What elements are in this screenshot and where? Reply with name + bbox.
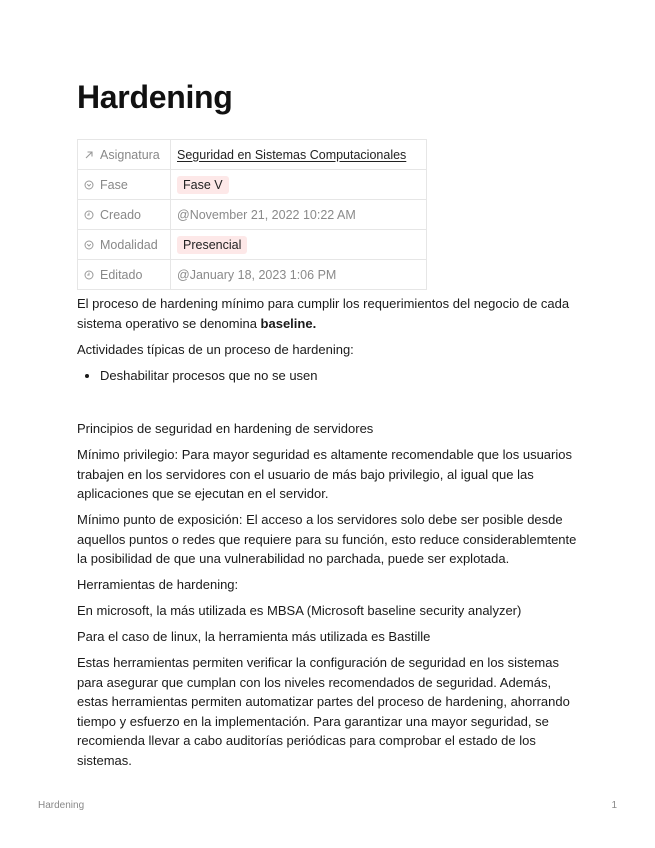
asignatura-link[interactable]: Seguridad en Sistemas Computacionales [177, 147, 407, 162]
page-title: Hardening [77, 79, 233, 115]
edited-date: @January 18, 2023 1:06 PM [171, 260, 427, 290]
intro-paragraph: El proceso de hardening mínimo para cumplir los requerimientos del negocio de cada sistema operativo se denomina baseline. [77, 296, 570, 331]
list-item: • Deshabilitar procesos que no se usen [100, 366, 577, 386]
fase-tag[interactable]: Fase V [177, 176, 229, 194]
baseline-term: baseline. [260, 315, 317, 331]
min-privilege-paragraph: Mínimo privilegio: Para mayor seguridad es altamente recomendable que los usuarios trabajen en los servidores con el usuario de más bajo privilegio, al igual que las aplicaciones que se ejecutan en el servidor. [77, 447, 572, 501]
select-icon [84, 240, 94, 250]
principles-heading: Principios de seguridad en hardening de servidores [77, 421, 374, 436]
property-row-editado [78, 260, 427, 290]
property-row-asignatura [78, 140, 427, 170]
property-label: Fase [100, 177, 128, 192]
property-label: Modalidad [100, 237, 158, 252]
clock-icon [84, 270, 94, 280]
property-row-modalidad [78, 230, 427, 260]
footer-title: Hardening [38, 800, 85, 811]
activities-heading: Actividades típicas de un proceso de hardening: [77, 341, 354, 357]
tools-heading: Herramientas de hardening: [77, 577, 239, 592]
linux-paragraph: Para el caso de linux, la herramienta más utilizada es Bastille [77, 629, 431, 644]
select-icon [84, 180, 94, 190]
property-row-creado [78, 200, 427, 230]
tools-description: Estas herramientas permiten verificar la configuración de seguridad en los sistemas para asegurar que cumplan con los niveles recomendados de seguridad. Además, estas herramientas permiten automatizar partes del proceso de hardening, ahorrando tiempo y esfuerzo en la implementación. Para garantizar una mayor seguridad, se recomienda llevar a cabo auditorías periódicas para comprobar el estado de los sistemas. [77, 655, 570, 768]
page-body [77, 294, 577, 777]
property-label: Editado [100, 267, 143, 282]
min-exposure-paragraph: Mínimo punto de exposición: El acceso a los servidores solo debe ser posible desde aquellos puntos o redes que requiere para su función, esto reduce considerablemtente la posibilidad de que una vulnerabilidad no parchada, puede ser explotada. [77, 512, 577, 566]
clock-icon [84, 210, 94, 220]
property-label: Asignatura [100, 147, 160, 162]
properties-table [77, 139, 427, 290]
property-label: Creado [100, 207, 141, 222]
microsoft-paragraph: En microsoft, la más utilizada es MBSA (Microsoft baseline security analyzer) [77, 603, 522, 618]
page-number: 1 [611, 800, 617, 811]
activities-list [77, 366, 577, 386]
arrow-up-right-icon [84, 150, 94, 160]
property-row-fase [78, 170, 427, 200]
modalidad-tag[interactable]: Presencial [177, 236, 247, 254]
created-date: @November 21, 2022 10:22 AM [171, 200, 427, 230]
